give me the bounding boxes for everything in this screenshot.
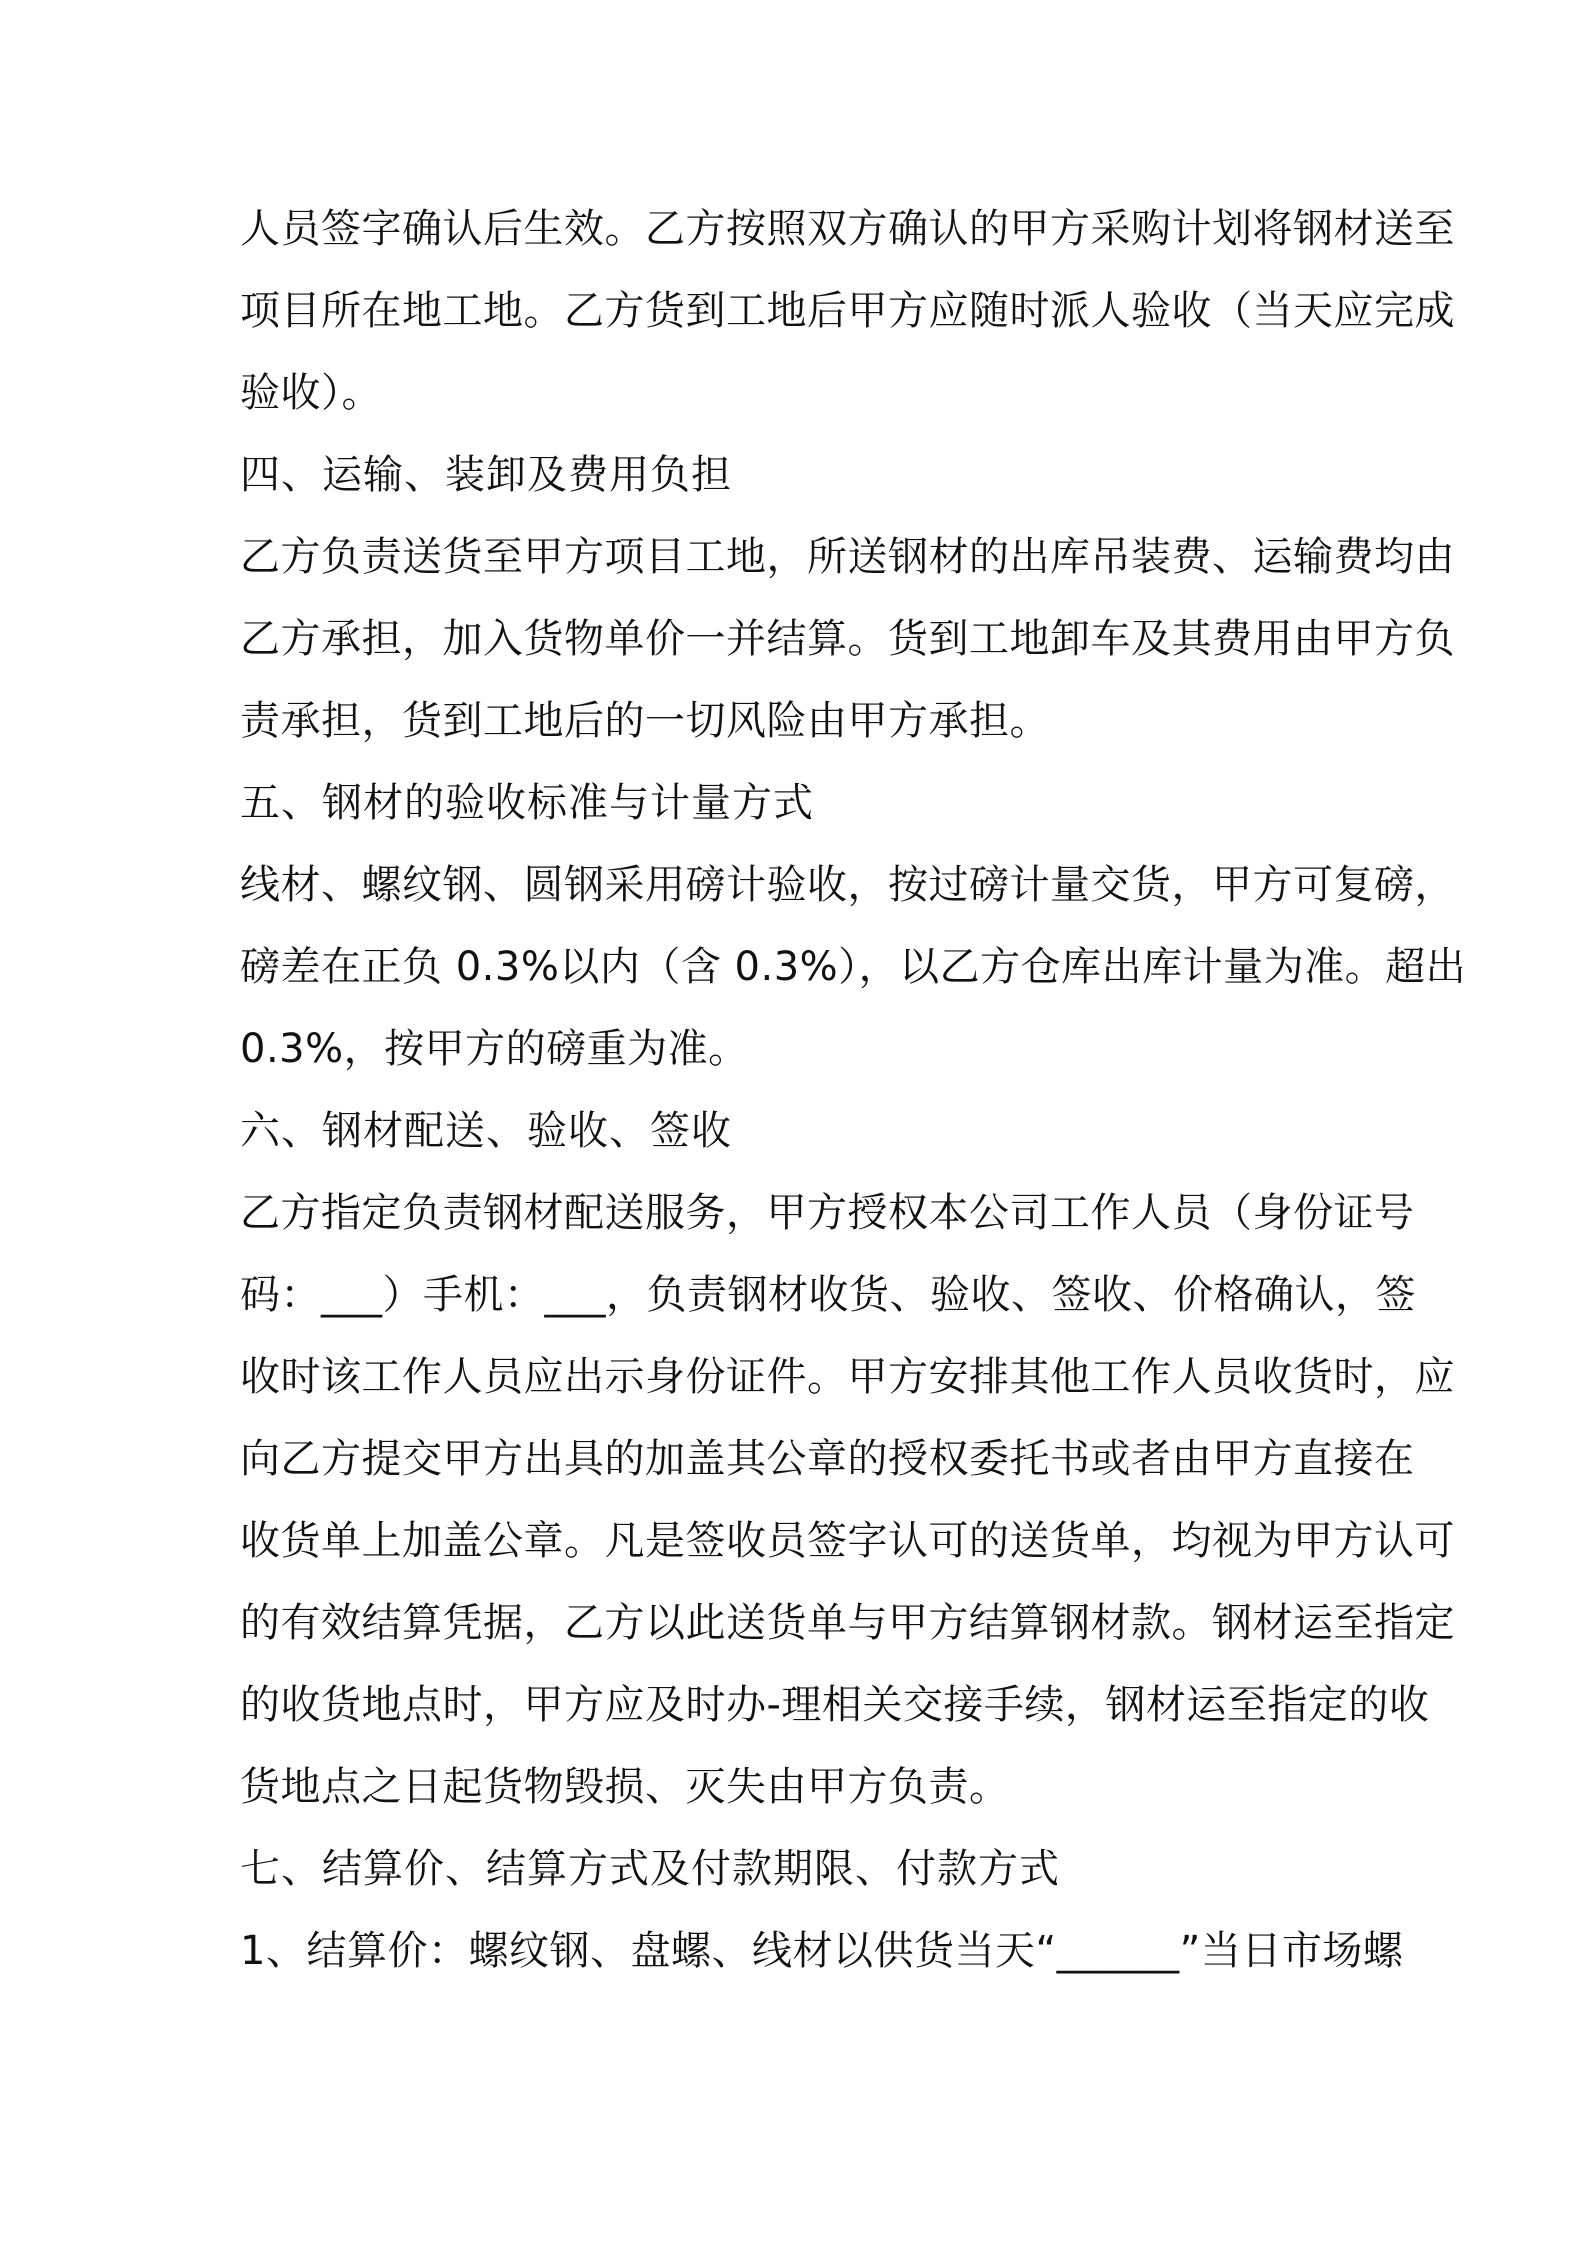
paragraph-line: 0.3%，按甲方的磅重为准。: [240, 1026, 749, 1072]
paragraph-line: 人员签字确认后生效。乙方按照双方确认的甲方采购计划将钢材送至: [240, 206, 1455, 252]
paragraph-line: 线材、螺纹钢、圆钢采用磅计验收，按过磅计量交货，甲方可复磅，: [240, 862, 1455, 908]
paragraph-line: 验收）。: [240, 370, 382, 416]
document-body: [240, 188, 1467, 1992]
paragraph-line: 码：___）手机：___，负责钢材收货、验收、签收、价格确认，签: [240, 1272, 1416, 1318]
paragraph-line: 项目所在地工地。乙方货到工地后甲方应随时派人验收（当天应完成: [240, 288, 1455, 334]
section-heading: 四、运输、装卸及费用负担: [240, 452, 732, 498]
paragraph-line: 磅差在正负 0.3%以内（含 0.3%），以乙方仓库出库计量为准。超出: [240, 944, 1467, 990]
section-heading: 五、钢材的验收标准与计量方式: [240, 780, 814, 826]
paragraph-line: 的有效结算凭据，乙方以此送货单与甲方结算钢材款。钢材运至指定: [240, 1600, 1455, 1646]
paragraph-line: 乙方指定负责钢材配送服务，甲方授权本公司工作人员（身份证号: [240, 1190, 1415, 1236]
paragraph-line: 责承担，货到工地后的一切风险由甲方承担。: [240, 698, 1050, 744]
section-heading: 六、钢材配送、验收、签收: [240, 1108, 732, 1154]
paragraph-line: 乙方负责送货至甲方项目工地，所送钢材的出库吊装费、运输费均由: [240, 534, 1455, 580]
paragraph-line: 向乙方提交甲方出具的加盖其公章的授权委托书或者由甲方直接在: [240, 1436, 1415, 1482]
paragraph-line: 货地点之日起货物毁损、灭失由甲方负责。: [240, 1764, 1010, 1810]
paragraph-line: 的收货地点时，甲方应及时办-理相关交接手续，钢材运至指定的收: [240, 1682, 1430, 1728]
paragraph-line: 1、结算价：螺纹钢、盘螺、线材以供货当天“______”当日市场螺: [240, 1928, 1404, 1974]
paragraph-line: 乙方承担，加入货物单价一并结算。货到工地卸车及其费用由甲方负: [240, 616, 1455, 662]
paragraph-line: 收时该工作人员应出示身份证件。甲方安排其他工作人员收货时，应: [240, 1354, 1455, 1400]
section-heading: 七、结算价、结算方式及付款期限、付款方式: [240, 1846, 1060, 1892]
paragraph-line: 收货单上加盖公章。凡是签收员签字认可的送货单，均视为甲方认可: [240, 1518, 1455, 1564]
